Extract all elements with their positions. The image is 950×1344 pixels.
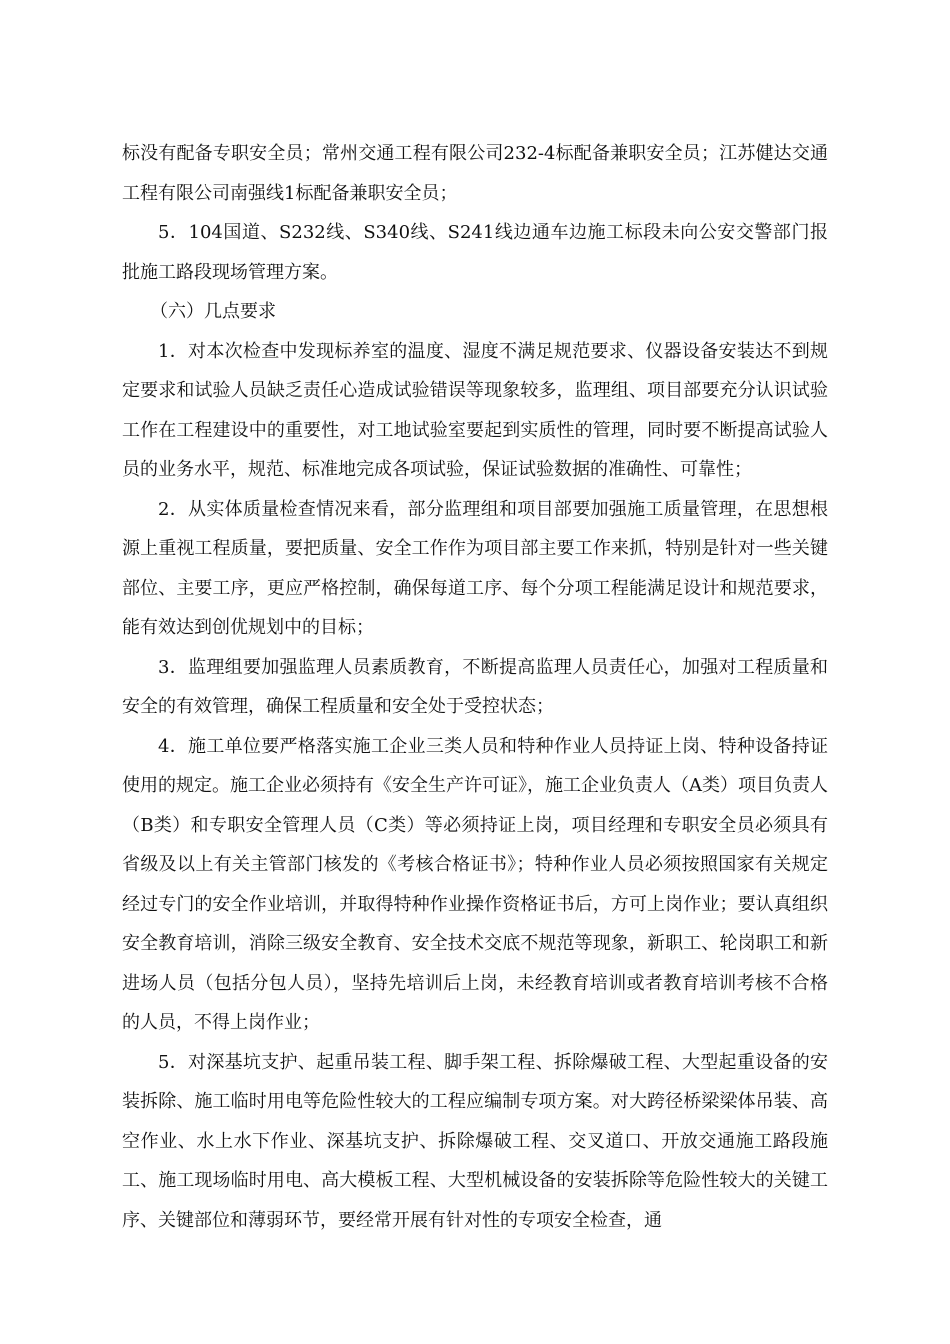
paragraph-continuation: 标没有配备专职安全员；常州交通工程有限公司232-4标配备兼职安全员；江苏健达交通工程有限公司南强线1标配备兼职安全员； (122, 143, 828, 204)
paragraph-requirement-2: 2．从实体质量检查情况来看，部分监理组和项目部要加强施工质量管理，在思想根源上重视工程质量，要把质量、安全工作作为项目部主要工作来抓，特别是针对一些关键部位、主要工序，更应严格控制，确保每道工序、每个分项工程能满足设计和规范要求，能有效达到创优规划中的目标； (122, 498, 828, 638)
document-body (122, 134, 828, 1240)
section-heading-requirements: （六）几点要求 (150, 301, 276, 322)
paragraph-requirement-3: 3．监理组要加强监理人员素质教育，不断提高监理人员责任心，加强对工程质量和安全的有效管理，确保工程质量和安全处于受控状态； (122, 656, 828, 717)
paragraph-requirement-4: 4．施工单位要严格落实施工企业三类人员和特种作业人员持证上岗、特种设备持证使用的规定。施工企业必须持有《安全生产许可证》，施工企业负责人（A类）项目负责人（B类）和专职安全管理人员（C类）等必须持证上岗，项目经理和专职安全员必须具有省级及以上有关主管部门核发的《考核合格证书》；特种作业人员必须按照国家有关规定经过专门的安全作业培训，并取得特种作业操作资格证书后，方可上岗作业；要认真组织安全教育培训，消除三级安全教育、安全技术交底不规范等现象，新职工、轮岗职工和新进场人员（包括分包人员），坚持先培训后上岗，未经教育培训或者教育培训考核不合格的人员，不得上岗作业； (122, 735, 828, 1033)
paragraph-requirement-5: 5．对深基坑支护、起重吊装工程、脚手架工程、拆除爆破工程、大型起重设备的安装拆除、施工临时用电等危险性较大的工程应编制专项方案。对大跨径桥梁梁体吊装、高空作业、水上水下作业、深基坑支护、拆除爆破工程、交叉道口、开放交通施工路段施工、施工现场临时用电、高大模板工程、大型机械设备的安装拆除等危险性较大的关键工序、关键部位和薄弱环节，要经常开展有针对性的专项安全检查，通 (122, 1051, 828, 1231)
paragraph-requirement-1: 1．对本次检查中发现标养室的温度、湿度不满足规范要求、仪器设备安装达不到规定要求和试验人员缺乏责任心造成试验错误等现象较多，监理组、项目部要充分认识试验工作在工程建设中的重要性，对工地试验室要起到实质性的管理，同时要不断提高试验人员的业务水平，规范、标准地完成各项试验，保证试验数据的准确性、可靠性； (122, 340, 828, 480)
paragraph-item-5-traffic-plan: 5．104国道、S232线、S340线、S241线边通车边施工标段未向公安交警部门报批施工路段现场管理方案。 (122, 222, 828, 283)
